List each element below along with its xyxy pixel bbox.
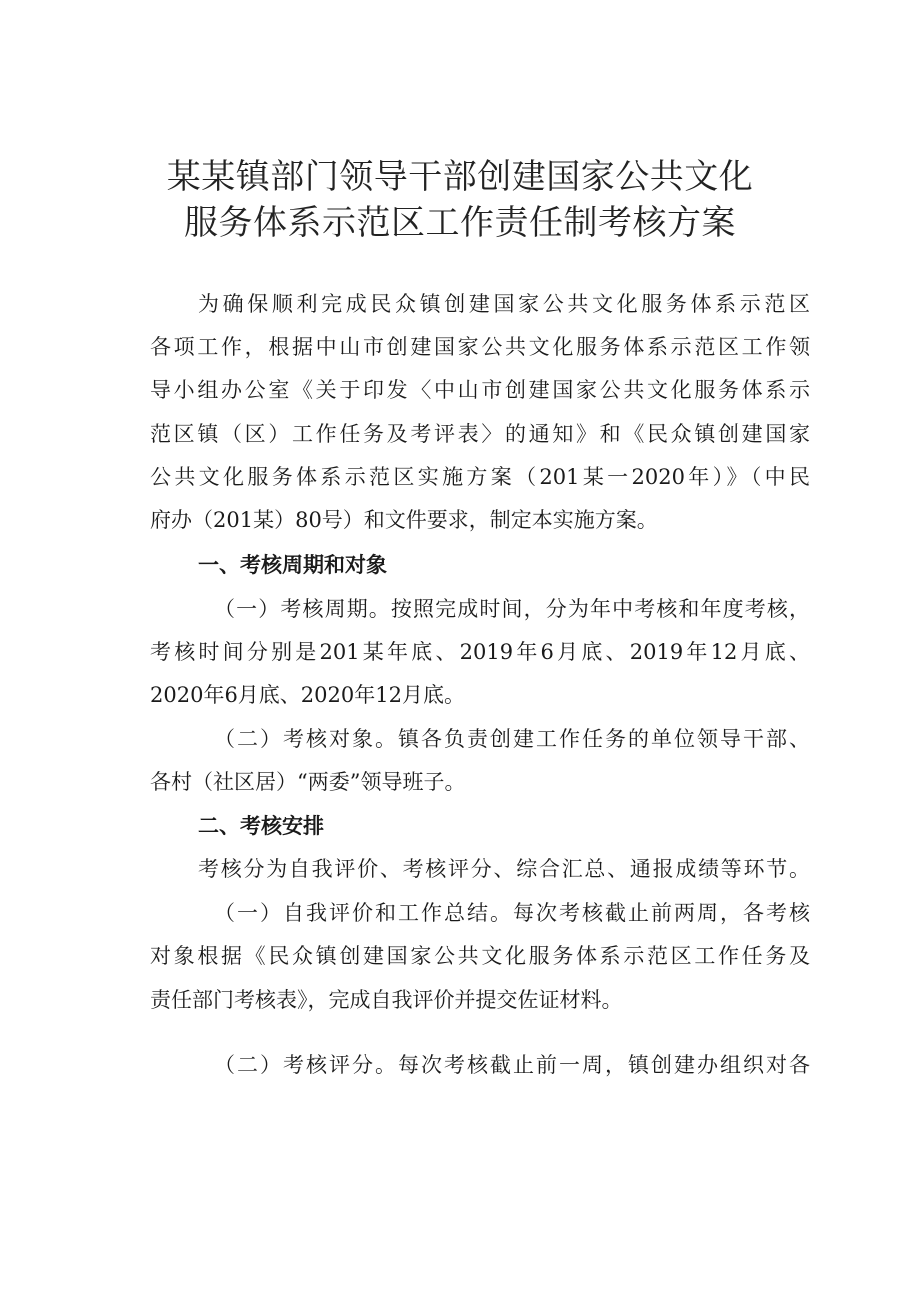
section-1-period-line-3: 2020年6月底、2020年12月底。: [150, 683, 465, 707]
section-2-overview: 考核分为自我评价、考核评分、综合汇总、通报成绩等环节。: [198, 857, 810, 881]
intro-line-1: 为确保顺利完成民众镇创建国家公共文化服务体系示范区: [198, 292, 810, 316]
section-1-target-line-2: 各村（社区居）“两委”领导班子。: [150, 770, 466, 794]
section-2-scoring-line-1: （二）考核评分。每次考核截止前一周，镇创建办组织对各: [214, 1053, 810, 1077]
intro-line-3: 导小组办公室《关于印发〈中山市创建国家公共文化服务体系示: [150, 378, 810, 402]
intro-line-4: 范区镇（区）工作任务及考评表〉的通知》和《民众镇创建国家: [150, 422, 810, 446]
intro-line-6: 府办（201某）80号）和文件要求，制定本实施方案。: [150, 508, 658, 532]
document-title-line-1: 某某镇部门领导干部创建国家公共文化: [166, 157, 754, 197]
section-2-self-eval-line-1: （一）自我评价和工作总结。每次考核截止前两周，各考核: [214, 901, 810, 925]
section-1-period-line-2: 考核时间分别是201某年底、2019年6月底、2019年12月底、: [150, 640, 810, 664]
section-2-self-eval-line-2: 对象根据《民众镇创建国家公共文化服务体系示范区工作任务及: [150, 944, 810, 968]
document-title-line-2: 服务体系示范区工作责任制考核方案: [184, 203, 736, 243]
intro-line-5: 公共文化服务体系示范区实施方案（201某一2020年）》（中民: [150, 465, 810, 489]
section-2-heading: 二、考核安排: [198, 814, 324, 838]
section-1-heading: 一、考核周期和对象: [198, 553, 387, 577]
section-1-target-line-1: （二）考核对象。镇各负责创建工作任务的单位领导干部、: [214, 727, 810, 751]
section-1-period-line-1: （一）考核周期。按照完成时间，分为年中考核和年度考核，: [214, 597, 810, 621]
intro-line-2: 各项工作，根据中山市创建国家公共文化服务体系示范区工作领: [150, 335, 810, 359]
section-2-self-eval-line-3: 责任部门考核表》，完成自我评价并提交佐证材料。: [150, 988, 623, 1012]
